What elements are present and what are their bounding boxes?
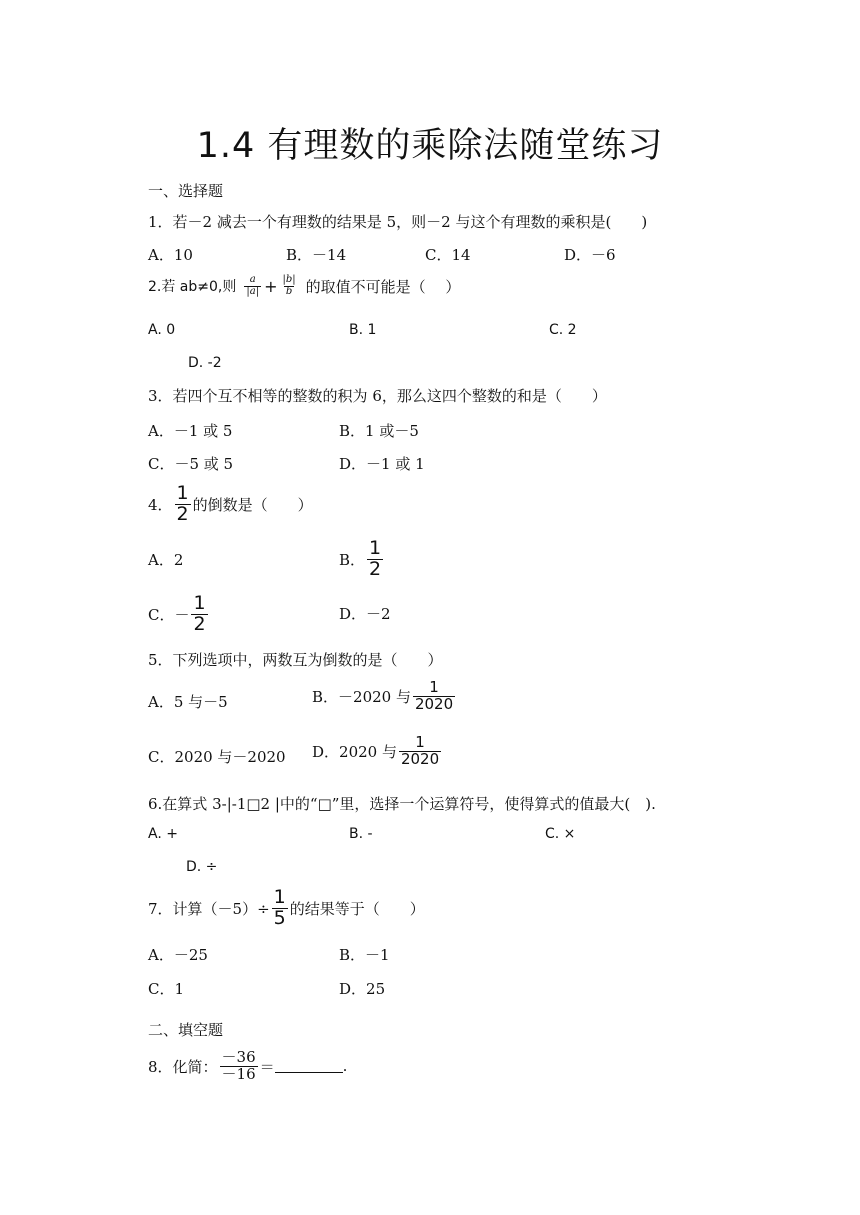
q1-option-b: B．－14 bbox=[286, 246, 347, 264]
q2-option-c: C. 2 bbox=[549, 322, 577, 338]
q4-option-c-label: C．－ bbox=[148, 605, 190, 624]
q1-option-a: A．10 bbox=[148, 246, 193, 264]
q4-fraction-denominator: 2 bbox=[176, 502, 189, 525]
section-heading-choice: 一、选择题 bbox=[148, 182, 224, 200]
q5-option-d bbox=[312, 735, 443, 768]
question-3-stem: 3．若四个互不相等的整数的积为 6，那么这四个整数的和是（ ） bbox=[148, 387, 607, 405]
q4-option-c bbox=[148, 594, 210, 635]
question-7-stem bbox=[148, 888, 425, 929]
q1-option-c: C．14 bbox=[425, 246, 471, 264]
question-6-stem: 6.在算式 3-|-1□2 |中的“□”里，选择一个运算符号，使得算式的值最大( ). bbox=[148, 795, 656, 813]
q2-fraction-b-denominator: b bbox=[285, 285, 293, 297]
q6-option-c: C. × bbox=[545, 826, 576, 842]
q7-prefix: 7．计算（－5）÷ bbox=[148, 899, 270, 918]
q2-suffix: 的取值不可能是（ ） bbox=[305, 277, 461, 296]
q5-option-b-numerator: 1 bbox=[429, 678, 439, 696]
q8-equals-sign: ＝ bbox=[259, 1057, 275, 1076]
q5-option-b-denominator: 2020 bbox=[414, 694, 454, 713]
q1-option-d: D．－6 bbox=[564, 246, 616, 264]
q4-suffix: 的倒数是（ ） bbox=[192, 495, 313, 514]
question-2-stem bbox=[148, 275, 460, 297]
question-1-stem: 1．若－2 减去一个有理数的结果是 5，则－2 与这个有理数的乘积是( ) bbox=[148, 213, 648, 231]
q7-option-a: A．－25 bbox=[148, 946, 208, 964]
q7-suffix: 的结果等于（ ） bbox=[289, 899, 425, 918]
q6-option-b: B. - bbox=[349, 826, 373, 842]
q4-fraction-numerator: 1 bbox=[176, 482, 189, 504]
q7-fraction-denominator: 5 bbox=[273, 906, 286, 929]
q2-option-b: B. 1 bbox=[349, 322, 377, 338]
q4-option-b-label: B． bbox=[339, 550, 366, 569]
q5-option-d-label: D．2020 与 bbox=[312, 742, 397, 761]
q8-period: . bbox=[342, 1057, 348, 1076]
q2-fraction-a bbox=[244, 275, 261, 297]
q5-option-d-denominator: 2020 bbox=[400, 749, 440, 768]
q5-option-d-fraction bbox=[399, 735, 441, 768]
q3-option-a: A．－1 或 5 bbox=[148, 422, 233, 440]
q2-fraction-a-denominator: |a| bbox=[246, 285, 260, 297]
q7-fraction bbox=[272, 888, 288, 929]
q7-option-c: C．1 bbox=[148, 980, 185, 998]
q3-option-c: C．－5 或 5 bbox=[148, 455, 234, 473]
q4-option-b-denominator: 2 bbox=[369, 557, 382, 580]
q5-option-b bbox=[312, 680, 457, 713]
q4-fraction bbox=[175, 484, 191, 525]
q8-fraction bbox=[220, 1050, 258, 1083]
q2-option-d: D. -2 bbox=[188, 355, 222, 371]
q4-option-a: A．2 bbox=[148, 551, 184, 569]
q4-option-b bbox=[339, 539, 385, 580]
q4-option-c-fraction bbox=[191, 594, 207, 635]
q6-option-a: A. + bbox=[148, 826, 178, 842]
q4-option-c-numerator: 1 bbox=[193, 592, 206, 614]
q4-prefix: 4． bbox=[148, 495, 173, 514]
page-title: 1.4 有理数的乘除法随堂练习 bbox=[196, 126, 664, 166]
q3-option-b: B．1 或－5 bbox=[339, 422, 419, 440]
q2-fraction-b-numerator: |b| bbox=[282, 274, 296, 285]
q7-fraction-numerator: 1 bbox=[273, 886, 286, 908]
q4-option-c-denominator: 2 bbox=[193, 612, 206, 635]
q8-fraction-numerator: －36 bbox=[221, 1048, 256, 1066]
q4-option-d: D．－2 bbox=[339, 605, 391, 623]
q2-option-a: A. 0 bbox=[148, 322, 176, 338]
q5-option-a: A．5 与－5 bbox=[148, 693, 228, 711]
q7-option-b: B．－1 bbox=[339, 946, 390, 964]
q5-option-c: C．2020 与－2020 bbox=[148, 748, 286, 766]
section-heading-fill: 二、填空题 bbox=[148, 1021, 224, 1039]
question-4-stem bbox=[148, 484, 313, 525]
q5-option-d-numerator: 1 bbox=[415, 733, 425, 751]
q6-option-d: D. ÷ bbox=[186, 859, 218, 875]
question-5-stem: 5．下列选项中，两数互为倒数的是（ ） bbox=[148, 651, 443, 669]
q4-option-b-numerator: 1 bbox=[369, 537, 382, 559]
q2-fraction-b bbox=[280, 275, 297, 297]
q2-prefix: 2.若 ab≠0,则 bbox=[148, 279, 237, 295]
q2-plus-sign: + bbox=[264, 276, 278, 296]
question-8-stem bbox=[148, 1050, 347, 1083]
q5-option-b-fraction bbox=[413, 680, 455, 713]
q5-option-b-label: B．－2020 与 bbox=[312, 687, 411, 706]
q2-fraction-a-numerator: a bbox=[249, 274, 256, 285]
q7-option-d: D．25 bbox=[339, 980, 386, 998]
q8-fraction-denominator: －16 bbox=[221, 1064, 256, 1083]
q3-option-d: D．－1 或 1 bbox=[339, 455, 425, 473]
q8-prefix: 8．化简： bbox=[148, 1057, 218, 1076]
q8-answer-blank[interactable] bbox=[275, 1060, 343, 1073]
q4-option-b-fraction bbox=[367, 539, 383, 580]
